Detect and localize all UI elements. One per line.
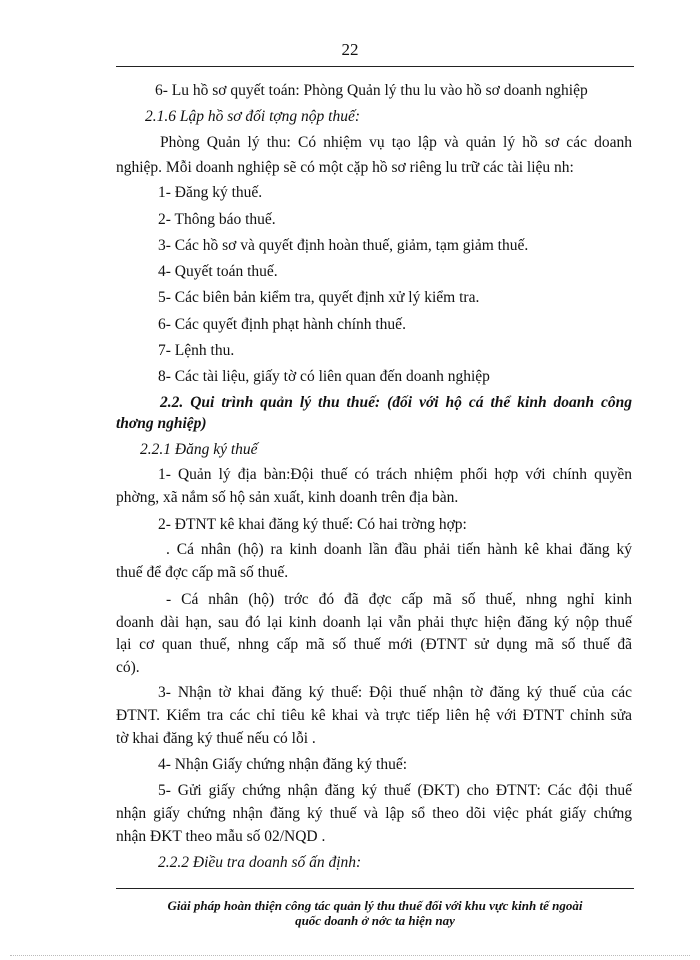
text-line: 1- Quản lý địa bàn:Đội thuế có trách nhiệm phối hợp với chính quyền: [158, 466, 632, 483]
list-item: 3- Các hồ sơ và quyết định hoàn thuế, giảm, tạm giảm thuế.: [158, 237, 529, 254]
page-number: 22: [341, 40, 359, 59]
text-line: - Cá nhân (hộ) trớc đó đã đợc cấp mã số thuế, nhng nghỉ kinh: [166, 591, 632, 608]
section-heading: 2.1.6 Lập hồ sơ đối tợng nộp thuế:: [145, 108, 361, 125]
page-edge: [10, 955, 690, 956]
text-line: tờ khai đăng ký thuế nếu có lỗi .: [116, 730, 316, 747]
list-item: 8- Các tài liệu, giấy tờ có liên quan đến doanh nghiệp: [158, 368, 490, 385]
text-line: phờng, xã nắm số hộ sản xuất, kinh doanh trên địa bàn.: [116, 489, 459, 506]
footer-title: Giải pháp hoàn thiện công tác quản lý thu thuế đối với khu vực kinh tế ngoài: [167, 898, 583, 913]
list-item: 5- Các biên bản kiểm tra, quyết định xử lý kiểm tra.: [158, 289, 480, 306]
text-line: nhận giấy chứng nhận đăng ký thuế và lập sổ theo dõi việc phát giấy chứng: [116, 805, 632, 822]
list-item: 7- Lệnh thu.: [158, 342, 235, 359]
section-heading: thơng nghiệp): [116, 415, 207, 432]
text-line: 2- ĐTNT kê khai đăng ký thuế: Có hai trờng hợp:: [158, 516, 467, 533]
section-heading: 2.2.2 Điều tra doanh số ấn định:: [158, 854, 362, 871]
text-line: thuế để đợc cấp mã số thuế.: [116, 564, 289, 581]
header-rule: [116, 66, 634, 67]
text-line: lại cơ quan thuế, nhng cấp mã số thuế mới (ĐTNT sử dụng mã số thuế đã: [116, 636, 632, 653]
text-line: 6- Lu hồ sơ quyết toán: Phòng Quản lý thu lu vào hồ sơ doanh nghiệp: [155, 82, 588, 99]
list-item: 6- Các quyết định phạt hành chính thuế.: [158, 316, 406, 333]
text-line: 3- Nhận tờ khai đăng ký thuế: Đội thuế nhận tờ đăng ký thuế của các: [158, 684, 632, 701]
text-line: 5- Gửi giấy chứng nhận đăng ký thuế (ĐKT) cho ĐTNT: Các đội thuế: [158, 782, 632, 799]
text-line: có).: [116, 659, 140, 676]
footer-title-continued: quốc doanh ở nớc ta hiện nay: [295, 913, 455, 928]
list-item: 2- Thông báo thuế.: [158, 211, 276, 228]
section-heading: 2.2. Qui trình quản lý thu thuế: (đối với hộ cá thể kinh doanh công: [160, 394, 632, 411]
section-heading: 2.2.1 Đăng ký thuế: [140, 441, 258, 458]
text-line: 4- Nhận Giấy chứng nhận đăng ký thuế:: [158, 756, 408, 773]
list-item: 4- Quyết toán thuế.: [158, 263, 278, 280]
footer-rule: [116, 888, 634, 889]
text-line: Phòng Quản lý thu: Có nhiệm vụ tạo lập và quản lý hồ sơ các doanh: [160, 134, 632, 151]
text-line: ĐTNT. Kiểm tra các chỉ tiêu kê khai và trực tiếp liên hệ với ĐTNT chỉnh sửa: [116, 707, 632, 724]
text-line: . Cá nhân (hộ) ra kinh doanh lần đầu phải tiến hành kê khai đăng ký: [166, 541, 632, 558]
list-item: 1- Đăng ký thuế.: [158, 184, 263, 201]
text-line: nghiệp. Mỗi doanh nghiệp sẽ có một cặp hồ sơ riêng lu trữ các tài liệu nh:: [116, 159, 574, 176]
text-line: nhận ĐKT theo mẫu số 02/NQD .: [116, 828, 326, 845]
text-line: doanh dài hạn, sau đó lại kinh doanh lại vẫn phải thực hiện đăng ký nộp thuế: [116, 614, 632, 631]
